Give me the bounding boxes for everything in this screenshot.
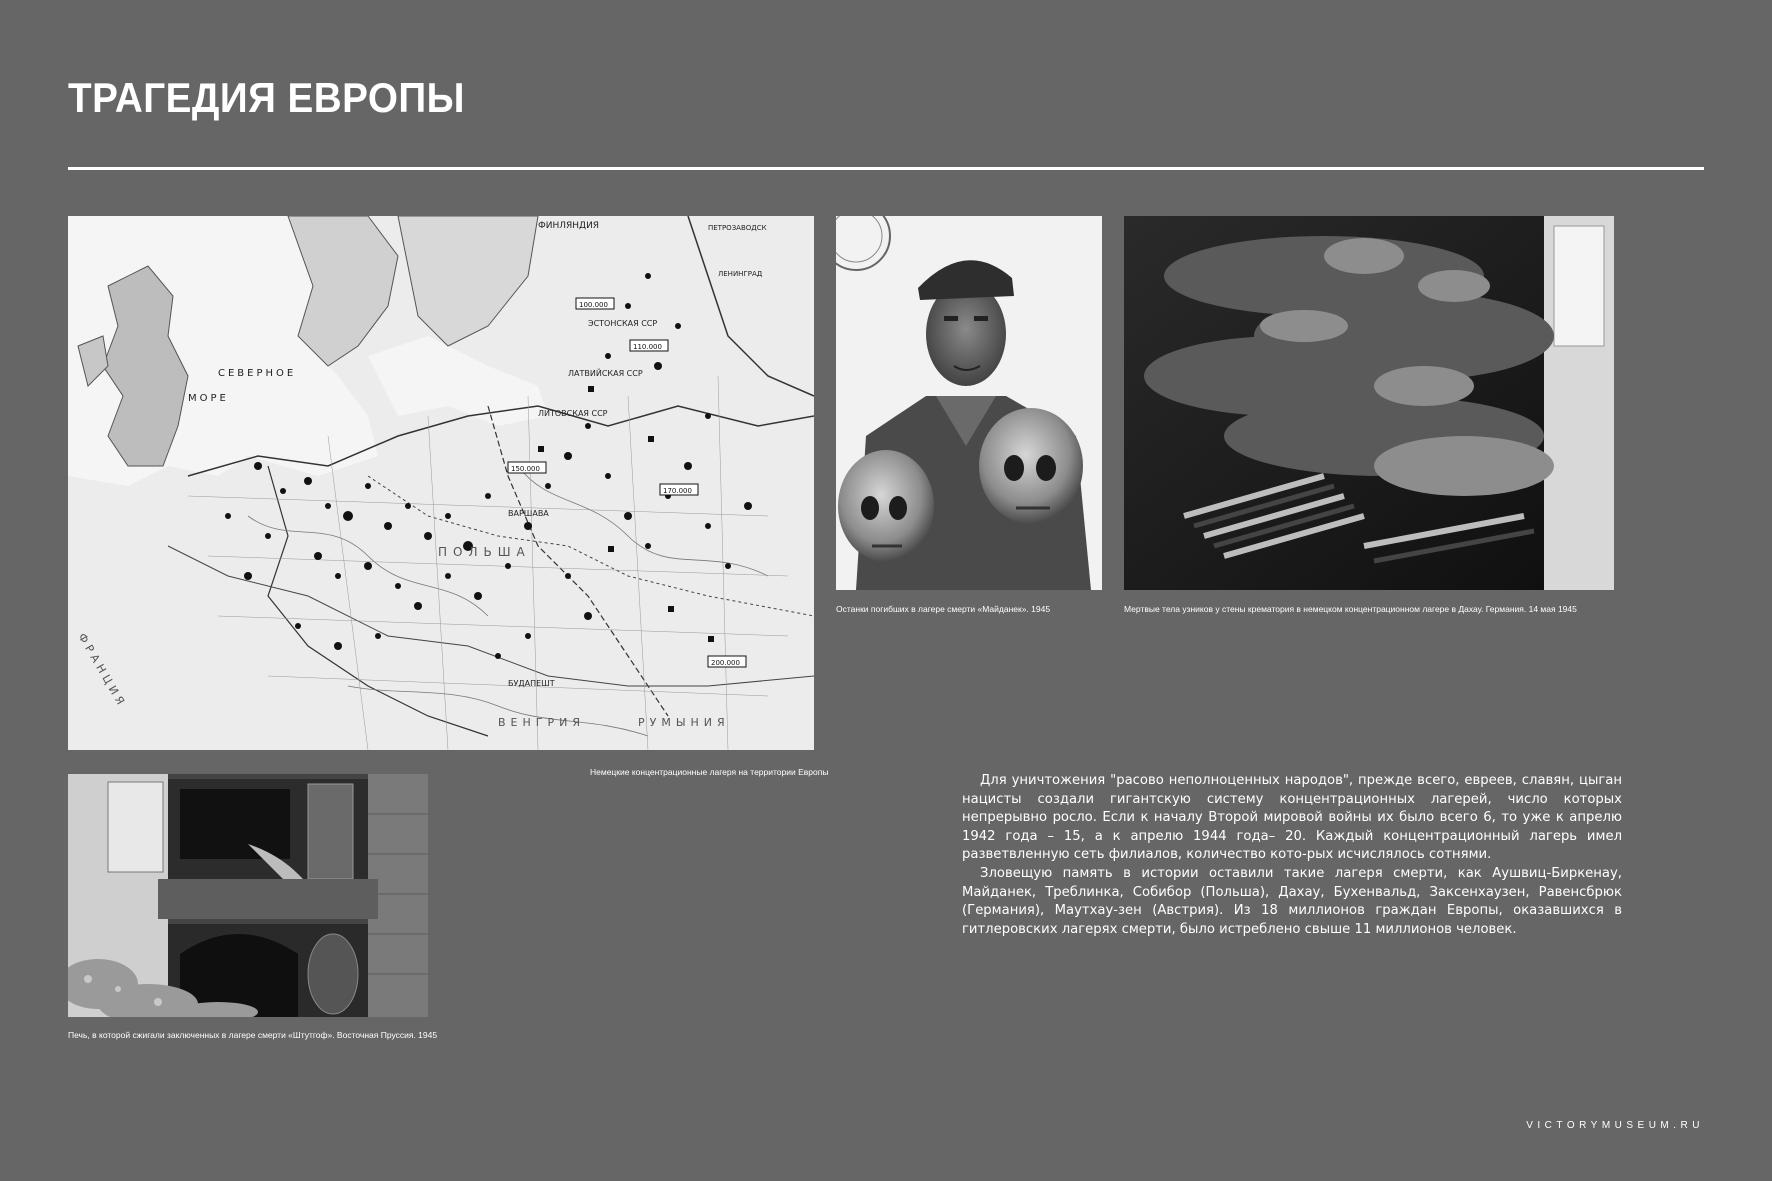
count-label-1: 100.000 — [579, 301, 608, 309]
map-label-warsaw: ВАРШАВА — [508, 509, 549, 518]
map-label-leningrad: ЛЕНИНГРАД — [718, 270, 763, 278]
map-caption: Немецкие концентрационные лагеря на территории Европы — [590, 767, 829, 777]
map-drawing — [68, 216, 814, 750]
dachau-image — [1124, 216, 1614, 590]
article-text — [962, 772, 1622, 939]
count-label-2: 110.000 — [633, 343, 662, 351]
map-label-poland: ПОЛЬША — [438, 545, 531, 559]
map-label-finland: ФИНЛЯНДИЯ — [538, 221, 600, 231]
map-label-hungary: ВЕНГРИЯ — [498, 716, 585, 729]
count-label-5: 200.000 — [711, 659, 740, 667]
map-label-north-sea: СЕВЕРНОЕ — [218, 368, 297, 379]
stutthof-photo — [68, 774, 428, 1017]
map-label-romania: РУМЫНИЯ — [638, 716, 730, 729]
majdanek-photo — [836, 216, 1102, 590]
majdanek-image — [836, 216, 1102, 590]
map-label-france: ФРАНЦИЯ — [75, 631, 129, 711]
article-paragraph-2: Зловещую память в истории оставили такие лагеря смерти, как Аушвиц-Биркенау, Майданек, Треблинка, Собибор (Польша), Дахау, Бухенвальд, Заксенхаузен, Равенсбрюк (Германия), Маутхау-зен (Австрия). Из 18 миллионов граждан Европы, оказавшихся в гитлеровских лагерях смерти, было истреблено свыше 11 миллионов человек. — [962, 865, 1622, 937]
map-label-budapest: БУДАПЕШТ — [508, 679, 555, 688]
page-title: ТРАГЕДИЯ ЕВРОПЫ — [68, 74, 465, 121]
stutthof-caption: Печь, в которой сжигали заключенных в лагере смерти «Штутгоф». Восточная Пруссия. 1945 — [68, 1030, 438, 1040]
count-label-3: 150.000 — [511, 465, 540, 473]
dachau-caption: Мертвые тела узников у стены крематория в немецком концентрационном лагере в Дахау. Германия. 14 мая 1945 — [1124, 604, 1577, 614]
majdanek-caption: Останки погибших в лагере смерти «Майданек». 1945 — [836, 604, 1051, 614]
dachau-photo — [1124, 216, 1614, 590]
map-label-petrozavodsk: ПЕТРОЗАВОДСК — [708, 224, 767, 232]
title-divider — [68, 167, 1704, 170]
stutthof-image — [68, 774, 428, 1017]
map-label-lithuania: ЛИТОВСКАЯ ССР — [538, 409, 608, 418]
site-url: VICTORYMUSEUM.RU — [1526, 1120, 1704, 1131]
map-label-estonia: ЭСТОНСКАЯ ССР — [588, 319, 658, 328]
map-label-sea: МОРЕ — [188, 393, 229, 404]
map-label-latvia: ЛАТВИЙСКАЯ ССР — [568, 369, 643, 378]
article-paragraph-1: Для уничтожения "расово неполноценных народов", прежде всего, евреев, славян, цыган нацисты создали гигантскую систему концентрационных лагерей, число которых непрерывно росло. Если к началу Второй мировой войны их было всего 6, то уже к апрелю 1942 года – 15, а к апрелю 1944 года– 20. Каждый концентрационный лагерь имел разветвленную сеть филиалов, количество кото-рых исчислялось сотнями. — [962, 773, 1622, 863]
count-label-4: 170.000 — [663, 487, 692, 495]
concentration-camps-map — [68, 216, 814, 750]
